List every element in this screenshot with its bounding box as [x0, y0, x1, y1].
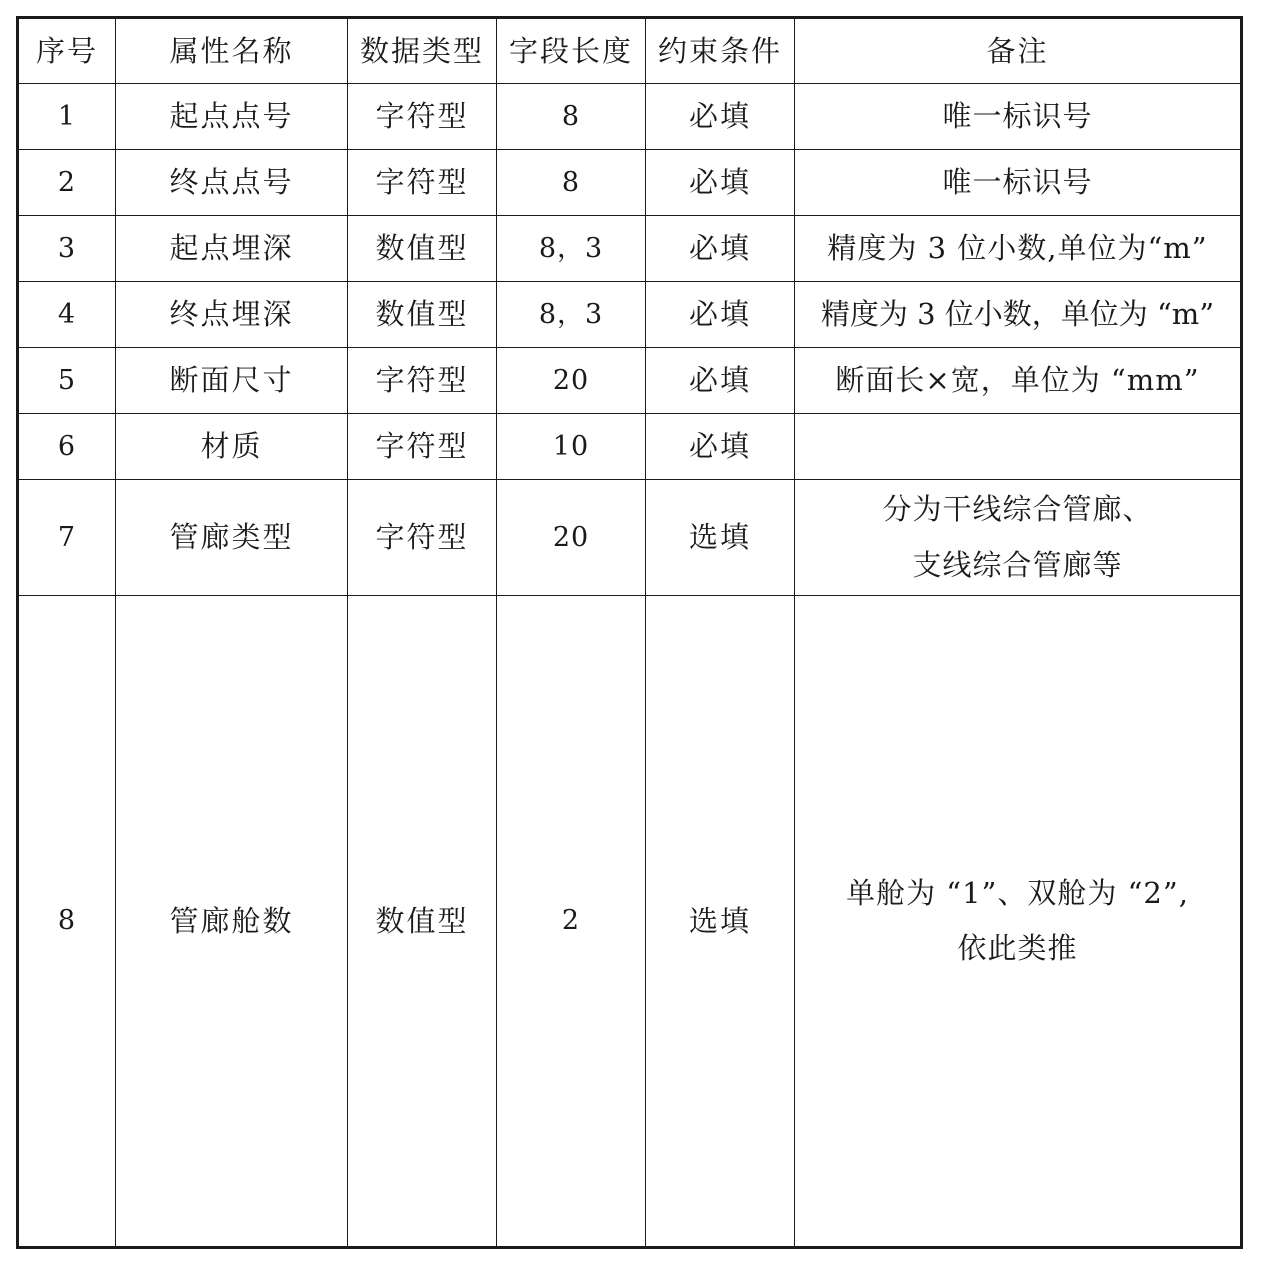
cell-constraint: 选填 — [646, 596, 795, 1248]
header-row — [18, 18, 1242, 84]
cell-constraint: 必填 — [646, 150, 795, 216]
cell-constraint: 必填 — [646, 216, 795, 282]
header-length: 字段长度 — [497, 18, 646, 84]
table-row — [18, 348, 1242, 414]
cell-seq: 8 — [18, 596, 116, 1248]
cell-seq: 5 — [18, 348, 116, 414]
cell-type: 数值型 — [348, 216, 497, 282]
cell-note — [795, 480, 1242, 596]
cell-length: 8 — [497, 150, 646, 216]
cell-name: 终点点号 — [116, 150, 348, 216]
attribute-table — [16, 16, 1243, 1249]
cell-length: 10 — [497, 414, 646, 480]
cell-name: 断面尺寸 — [116, 348, 348, 414]
cell-length: 8，3 — [497, 282, 646, 348]
cell-note — [795, 596, 1242, 1248]
cell-type: 字符型 — [348, 480, 497, 596]
cell-seq: 6 — [18, 414, 116, 480]
note-line: 单舱为 “1”、双舱为 “2”, — [846, 875, 1189, 910]
header-type: 数据类型 — [348, 18, 497, 84]
table-row — [18, 480, 1242, 596]
cell-length: 20 — [497, 348, 646, 414]
cell-seq: 2 — [18, 150, 116, 216]
header-note: 备注 — [795, 18, 1242, 84]
cell-seq: 4 — [18, 282, 116, 348]
cell-type: 数值型 — [348, 596, 497, 1248]
cell-note: 断面长×宽，单位为 “mm” — [795, 348, 1242, 414]
header-name: 属性名称 — [116, 18, 348, 84]
cell-name: 起点点号 — [116, 84, 348, 150]
cell-constraint: 必填 — [646, 348, 795, 414]
cell-note: 唯一标识号 — [795, 84, 1242, 150]
cell-constraint: 必填 — [646, 282, 795, 348]
note-line: 分为干线综合管廊、 — [882, 492, 1153, 527]
cell-type: 字符型 — [348, 414, 497, 480]
cell-type: 字符型 — [348, 150, 497, 216]
cell-name: 材质 — [116, 414, 348, 480]
header-constraint: 约束条件 — [646, 18, 795, 84]
cell-note: 精度为 3 位小数，单位为 “m” — [795, 282, 1242, 348]
cell-seq: 3 — [18, 216, 116, 282]
cell-constraint: 必填 — [646, 84, 795, 150]
cell-constraint: 必填 — [646, 414, 795, 480]
cell-note: 唯一标识号 — [795, 150, 1242, 216]
cell-name: 管廊类型 — [116, 480, 348, 596]
cell-type: 数值型 — [348, 282, 497, 348]
cell-length: 8，3 — [497, 216, 646, 282]
note-line: 依此类推 — [957, 931, 1078, 965]
cell-length: 2 — [497, 596, 646, 1248]
cell-seq: 7 — [18, 480, 116, 596]
cell-name: 管廊舱数 — [116, 596, 348, 1248]
cell-seq: 1 — [18, 84, 116, 150]
table-row — [18, 596, 1242, 1248]
table-row — [18, 150, 1242, 216]
table-row — [18, 282, 1242, 348]
table-row — [18, 84, 1242, 150]
cell-name: 起点埋深 — [116, 216, 348, 282]
table-row — [18, 216, 1242, 282]
note-line: 支线综合管廊等 — [912, 547, 1123, 582]
cell-note: 精度为 3 位小数,单位为“m” — [795, 216, 1242, 282]
cell-length: 8 — [497, 84, 646, 150]
table-row — [18, 414, 1242, 480]
cell-length: 20 — [497, 480, 646, 596]
cell-constraint: 选填 — [646, 480, 795, 596]
cell-note — [795, 414, 1242, 480]
cell-name: 终点埋深 — [116, 282, 348, 348]
header-seq: 序号 — [18, 18, 116, 84]
cell-type: 字符型 — [348, 84, 497, 150]
cell-type: 字符型 — [348, 348, 497, 414]
